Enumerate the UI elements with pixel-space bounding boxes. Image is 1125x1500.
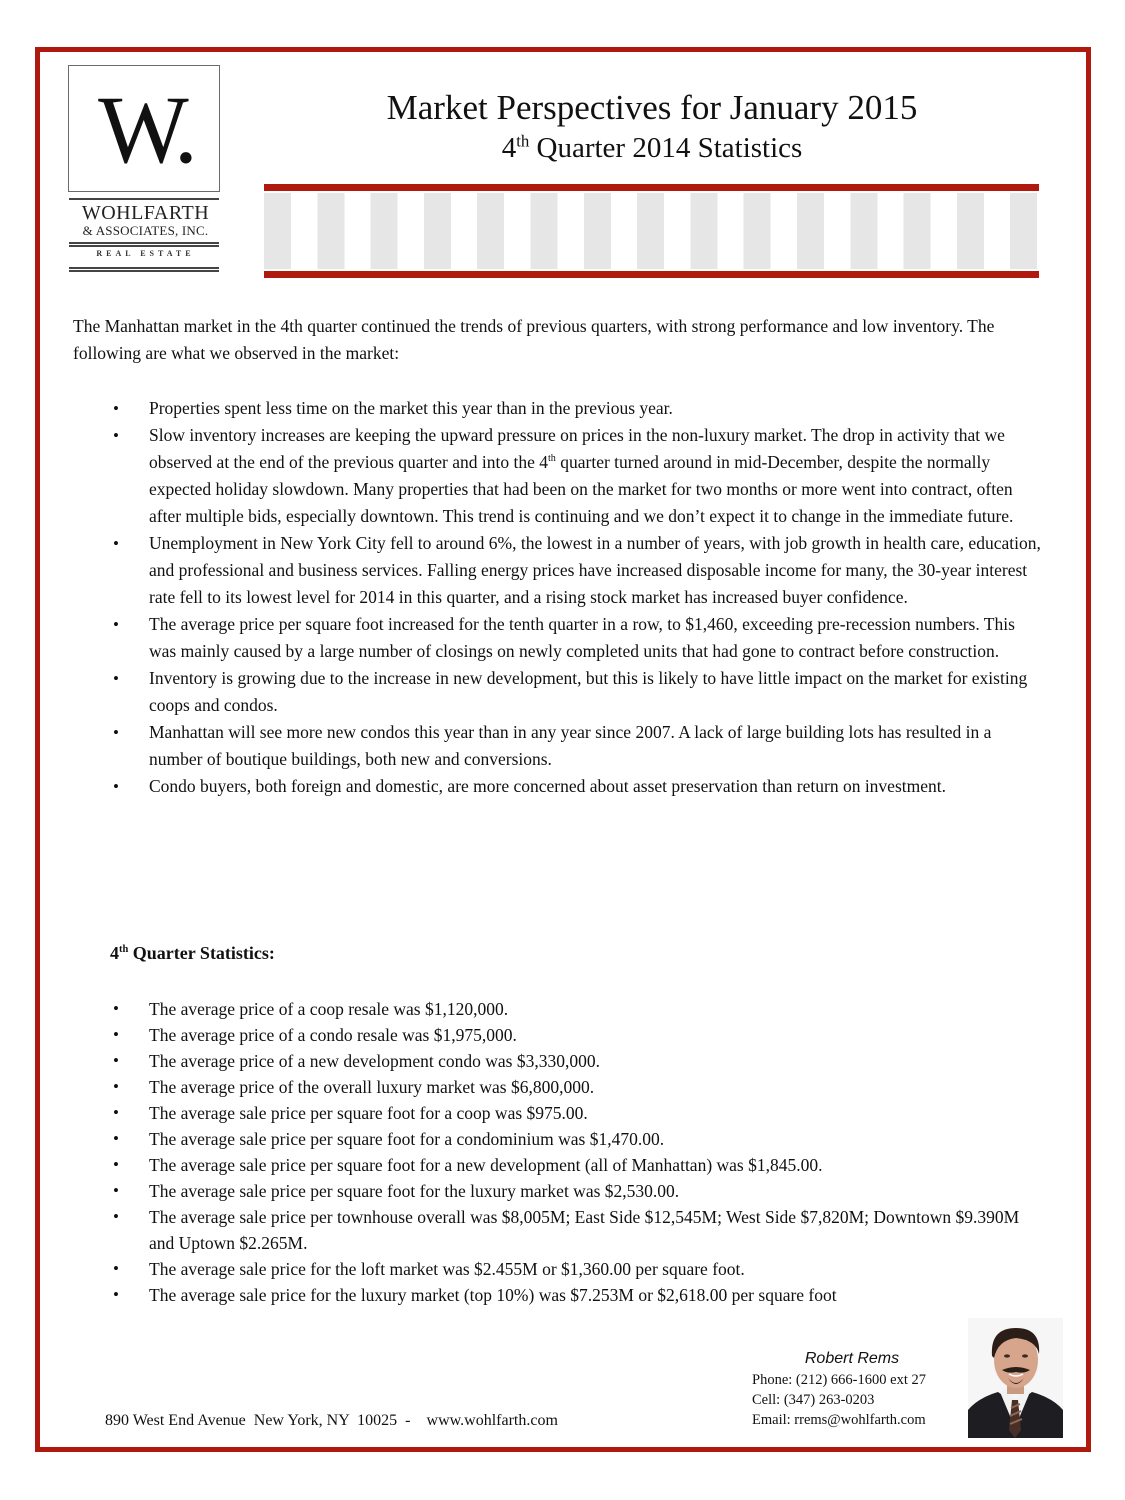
bullet-icon: •	[113, 1155, 119, 1174]
band-stripes	[264, 193, 1039, 269]
page-title: Market Perspectives for January 2015	[386, 88, 918, 127]
bullet-icon: •	[113, 1181, 119, 1200]
bullet-icon: •	[113, 777, 119, 796]
list-item-text: quarter turned around in mid-December, despite the normally expected holiday slowdown. Many properties that had been on the market for two months or more went into contract, often after multiple bids, especially downtown. This trend is continuing and we don’t expect it to change in the immediate future.	[149, 452, 1014, 526]
bullet-icon: •	[113, 1285, 119, 1304]
bullet-icon: •	[113, 399, 119, 418]
list-item	[73, 1178, 1043, 1204]
list-item	[73, 611, 1043, 665]
logo-mark-box	[68, 65, 220, 192]
list-item	[73, 1126, 1043, 1152]
band-top-rule	[264, 184, 1039, 191]
bullet-icon: •	[113, 1207, 119, 1226]
agent-email[interactable]: Email: rrems@wohlfarth.com	[752, 1412, 926, 1428]
band-bottom-rule	[264, 271, 1039, 278]
list-item	[73, 665, 1043, 719]
logo-company-suffix: & ASSOCIATES, INC.	[82, 223, 209, 238]
list-item	[73, 422, 1043, 530]
list-item	[73, 395, 1043, 422]
list-item	[73, 773, 1043, 800]
list-item-text: The average sale price for the loft market was $2.455M or $1,360.00 per square foot.	[149, 1259, 745, 1279]
list-item	[73, 530, 1043, 611]
bullet-icon: •	[113, 1077, 119, 1096]
agent-phone: Phone: (212) 666-1600 ext 27	[752, 1372, 926, 1388]
agent-name: Robert Rems	[804, 1350, 900, 1367]
bullet-icon: •	[113, 1259, 119, 1278]
list-item	[73, 1048, 1043, 1074]
decorative-stripe-band	[264, 184, 1039, 278]
observations-list	[73, 395, 1043, 800]
list-item-text: The average price of the overall luxury market was $6,800,000.	[149, 1077, 595, 1097]
list-item-text: The average sale price per square foot for the luxury market was $2,530.00.	[149, 1181, 680, 1201]
page-subtitle	[264, 130, 1040, 166]
agent-contact-card	[752, 1348, 962, 1430]
logo-divider	[69, 267, 219, 269]
statistics-heading	[110, 943, 275, 964]
logo-divider	[69, 242, 219, 244]
bullet-icon: •	[113, 669, 119, 688]
logo-divider	[69, 270, 219, 272]
heading-text: Quarter Statistics:	[128, 943, 275, 963]
bullet-icon: •	[113, 534, 119, 553]
list-item	[73, 1022, 1043, 1048]
bullet-icon: •	[113, 426, 119, 445]
list-item-text: The average price per square foot increased for the tenth quarter in a row, to $1,460, exceeding pre-recession numbers. This was mainly caused by a large number of closings on newly completed units that had gone to contract before construction.	[149, 614, 1015, 661]
list-item	[73, 1282, 1043, 1308]
list-item-text: The average sale price per square foot for a new development (all of Manhattan) was $1,845.00.	[149, 1155, 823, 1175]
bullet-icon: •	[113, 999, 119, 1018]
list-item-text: The average price of a coop resale was $1,120,000.	[149, 999, 509, 1019]
subtitle-text: Quarter 2014 Statistics	[529, 132, 803, 164]
bullet-icon: •	[113, 723, 119, 742]
list-item-text: The average sale price per square foot for a coop was $975.00.	[149, 1103, 588, 1123]
list-item	[73, 1074, 1043, 1100]
website-link[interactable]: www.wohlfarth.com	[426, 1412, 558, 1429]
list-item-text: Manhattan will see more new condos this year than in any year since 2007. A lack of large building lots has resulted in a number of boutique buildings, both new and conversions.	[149, 722, 992, 769]
logo-divider	[69, 245, 219, 247]
list-item-text: Condo buyers, both foreign and domestic, are more concerned about asset preservation than return on investment.	[149, 776, 946, 796]
bullet-icon: •	[113, 1051, 119, 1070]
list-item-text: Slow inventory increases are keeping the upward pressure on prices in the non-luxury market. The drop in activity that we observed at the end of the previous quarter and into the 4	[149, 425, 1005, 472]
logo-divider	[69, 198, 219, 200]
office-address: 890 West End Avenue New York, NY 10025 -	[105, 1412, 427, 1429]
ordinal-suffix: th	[547, 453, 556, 465]
bullet-icon: •	[113, 615, 119, 634]
list-item	[73, 1100, 1043, 1126]
company-logo	[68, 65, 223, 275]
list-item	[73, 719, 1043, 773]
bullet-icon: •	[113, 1103, 119, 1122]
agent-portrait-icon	[968, 1318, 1063, 1438]
logo-mark: W.	[98, 76, 192, 183]
list-item-text: The average sale price for the luxury market (top 10%) was $7.253M or $2,618.00 per square foot	[149, 1285, 837, 1305]
subtitle-ordinal: th	[516, 131, 530, 151]
list-item	[73, 1256, 1043, 1282]
list-item-text: The average sale price per square foot for a condominium was $1,470.00.	[149, 1129, 665, 1149]
list-item	[73, 1152, 1043, 1178]
logo-company-name: WOHLFARTH	[81, 202, 210, 224]
statistics-list	[73, 996, 1043, 1308]
heading-number: 4	[110, 943, 119, 963]
bullet-icon: •	[113, 1025, 119, 1044]
list-item-text: The average price of a new development condo was $3,330,000.	[149, 1051, 600, 1071]
bullet-icon: •	[113, 1129, 119, 1148]
intro-paragraph: The Manhattan market in the 4th quarter continued the trends of previous quarters, with strong performance and low inventory. The following are what we observed in the market:	[73, 316, 995, 363]
list-item	[73, 1204, 1043, 1256]
subtitle-number: 4	[501, 132, 517, 164]
list-item-text: The average sale price per townhouse overall was $8,005M; East Side $12,545M; West Side $7,820M; Downtown $9.390M and Uptown $2.265M.	[149, 1207, 1020, 1253]
logo-tagline: REAL ESTATE	[96, 249, 195, 258]
agent-cell: Cell: (347) 263-0203	[752, 1392, 875, 1408]
list-item-text: Properties spent less time on the market this year than in the previous year.	[149, 398, 673, 418]
list-item	[73, 996, 1043, 1022]
list-item-text: Inventory is growing due to the increase in new development, but this is likely to have little impact on the market for existing coops and condos.	[149, 668, 1028, 715]
list-item-text: Unemployment in New York City fell to around 6%, the lowest in a number of years, with job growth in health care, education, and professional and business services. Falling energy prices have increased disposable income for many, the 30-year interest rate fell to its lowest level for 2014 in this quarter, and a rising stock market has increased buyer confidence.	[149, 533, 1041, 607]
heading-ordinal: th	[119, 944, 129, 955]
agent-photo	[968, 1318, 1063, 1438]
list-item-text: The average price of a condo resale was $1,975,000.	[149, 1025, 517, 1045]
footer-address-line	[105, 1410, 558, 1432]
